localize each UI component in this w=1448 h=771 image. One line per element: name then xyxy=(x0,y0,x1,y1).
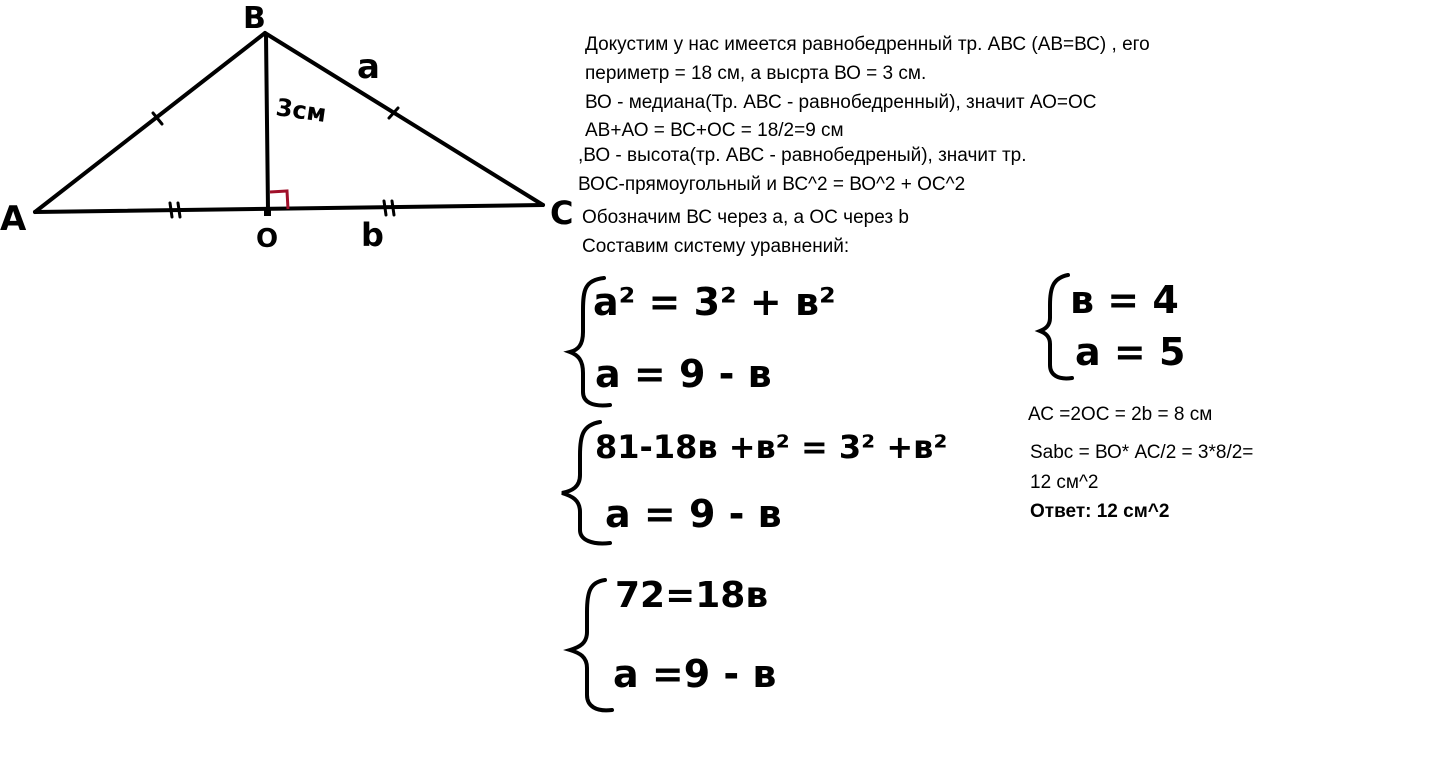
explanation-line-4: АВ+АО = ВС+ОС = 18/2=9 см xyxy=(585,120,844,141)
system4-eq1: в = 4 xyxy=(1070,278,1179,322)
explanation-line-6: ВОС-прямоугольный и ВС^2 = ВО^2 + ОС^2 xyxy=(578,174,966,195)
vertex-a-label: A xyxy=(0,199,27,239)
explanation-line-1: Докустим у нас имеется равнобедренный тр. АВС (АВ=ВС) , его xyxy=(585,34,1150,55)
system1-eq2: a = 9 - в xyxy=(595,352,772,396)
side-a-label: a xyxy=(357,47,380,87)
vertex-c-label: C xyxy=(550,194,574,232)
system4-eq2: a = 5 xyxy=(1075,330,1186,374)
system2-eq1: 81-18в +в² = 3² +в² xyxy=(595,428,948,466)
system1-eq1: a² = 3² + в² xyxy=(593,280,836,324)
explanation-line-8: Составим систему уравнений: xyxy=(582,236,850,257)
tick-ao-1 xyxy=(170,203,172,217)
tick-ao-2 xyxy=(178,203,180,217)
point-o xyxy=(264,209,271,216)
explanation-line-2: периметр = 18 см, а выcрта ВО = 3 см. xyxy=(585,63,927,84)
tick-oc-2 xyxy=(392,201,394,215)
right-angle-mark xyxy=(270,191,288,209)
area-line-2: 12 см^2 xyxy=(1030,472,1099,493)
explanation-line-5: ,ВО - высота(тр. АВС - равнобедреный), значит тр. xyxy=(578,145,1027,166)
height-label: 3см xyxy=(274,93,329,128)
area-line-1: Sabc = ВО* АС/2 = 3*8/2= xyxy=(1030,442,1254,463)
oc-b-label: b xyxy=(361,216,384,254)
vertex-o-label: O xyxy=(256,224,279,254)
system3-eq2: a =9 - в xyxy=(613,652,777,696)
explanation-line-7: Обозначим ВС через а, а ОС через b xyxy=(582,207,909,228)
brace-3 xyxy=(570,580,612,710)
system2-eq2: a = 9 - в xyxy=(605,492,782,536)
answer: Ответ: 12 см^2 xyxy=(1030,501,1170,522)
explanation-line-3: ВО - медиана(Тр. АВС - равнобедренный), значит АО=ОС xyxy=(585,92,1097,113)
height-bo xyxy=(266,35,268,210)
tick-oc-1 xyxy=(384,201,386,215)
side-ab xyxy=(35,33,265,212)
ac-result: АС =2ОС = 2b = 8 см xyxy=(1028,404,1213,425)
triangle-diagram xyxy=(0,0,600,265)
system3-eq1: 72=18в xyxy=(615,575,769,616)
brace-4 xyxy=(1040,275,1072,378)
vertex-b-label: B xyxy=(243,1,266,36)
